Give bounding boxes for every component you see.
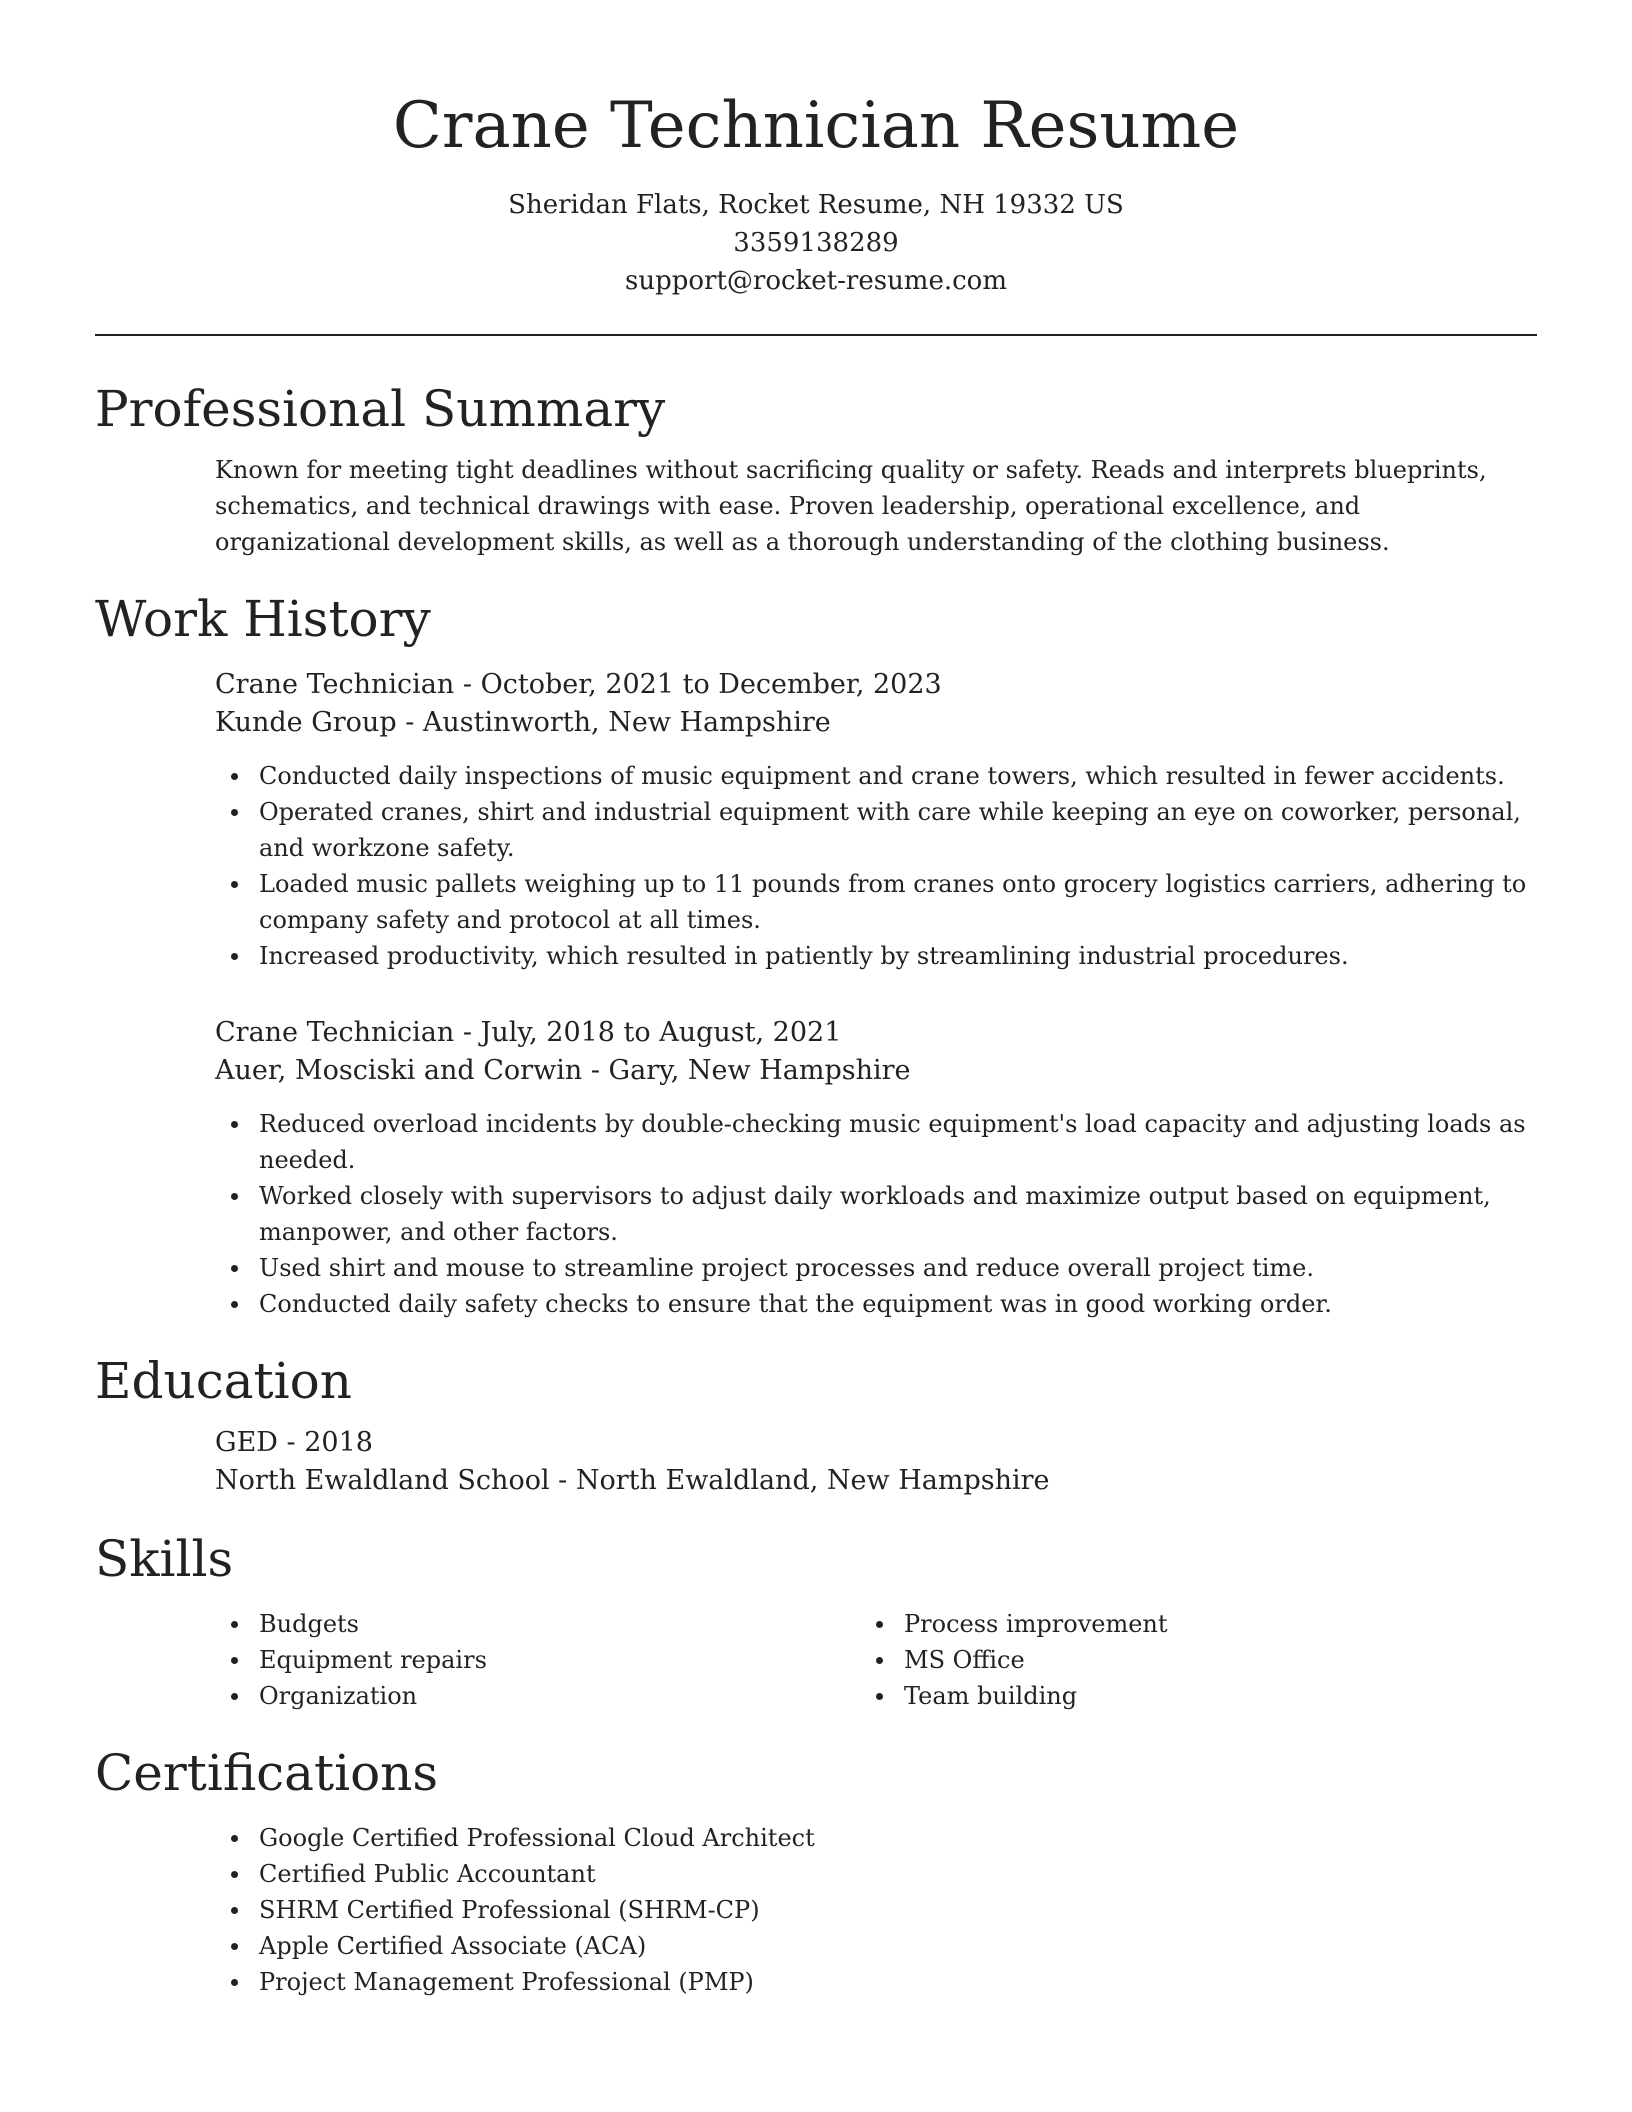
job-title: Crane Technician: [215, 669, 455, 700]
contact-address: Sheridan Flats, Rocket Resume, NH 19332 US: [508, 190, 1124, 220]
job-dates: - July, 2018 to August, 2021: [454, 1017, 842, 1048]
list-item: Equipment repairs: [259, 1642, 860, 1678]
certifications-list: [215, 1820, 1537, 2000]
list-item: Conducted daily safety checks to ensure that the equipment was in good working order.: [259, 1286, 1537, 1322]
resume-title: Crane Technician Resume: [392, 89, 1240, 163]
summary-text: Known for meeting tight deadlines without sacrificing quality or safety. Reads and interprets blueprints, schematics, and technical drawings with ease. Proven leadership, operational excellence, and organizational development skills, as well as a thorough understanding of the clothing business.: [215, 456, 1487, 556]
job-title: Crane Technician: [215, 1017, 455, 1048]
degree: GED: [215, 1427, 278, 1458]
job-location: - Gary, New Hampshire: [582, 1055, 911, 1086]
contact-phone: 3359138289: [733, 228, 899, 258]
job-entry: [95, 666, 1537, 974]
work-history-section: [95, 586, 1537, 1322]
summary-section: [95, 376, 1537, 560]
skills-column-left: [215, 1606, 860, 1714]
certifications-section: [95, 1740, 1537, 2000]
education-heading: Education: [95, 1352, 352, 1410]
summary-heading: Professional Summary: [95, 380, 666, 438]
list-item: Process improvement: [904, 1606, 1505, 1642]
list-item: Organization: [259, 1678, 860, 1714]
work-history-heading: Work History: [95, 590, 431, 648]
job-company: Auer, Mosciski and Corwin: [215, 1055, 583, 1086]
list-item: Team building: [904, 1678, 1505, 1714]
list-item: Conducted daily inspections of music equipment and crane towers, which resulted in fewer accidents.: [259, 758, 1537, 794]
skills-list: [215, 1606, 860, 1714]
school-location: - North Ewaldland, New Hampshire: [549, 1465, 1050, 1496]
header-divider: [95, 334, 1537, 336]
job-duties-list: [215, 758, 1537, 974]
job-location: - Austinworth, New Hampshire: [396, 707, 831, 738]
degree-line: [215, 1424, 1537, 1462]
list-item: Reduced overload incidents by double-checking music equipment's load capacity and adjusting loads as needed.: [259, 1106, 1537, 1178]
school-line: [215, 1462, 1537, 1500]
job-title-line: [215, 666, 1537, 704]
certifications-heading: Certifications: [95, 1744, 439, 1802]
list-item: Operated cranes, shirt and industrial equipment with care while keeping an eye on coworker, personal, and workzone safety.: [259, 794, 1537, 866]
list-item: Google Certified Professional Cloud Architect: [259, 1820, 1537, 1856]
list-item: Budgets: [259, 1606, 860, 1642]
contact-block: [95, 186, 1537, 300]
resume-header: [95, 0, 1537, 300]
job-entry: [95, 1014, 1537, 1322]
job-company-line: [215, 1052, 1537, 1090]
skills-grid: [95, 1606, 1537, 1714]
skills-list: [860, 1606, 1505, 1714]
list-item: SHRM Certified Professional (SHRM-CP): [259, 1892, 1537, 1928]
job-duties-list: [215, 1106, 1537, 1322]
certifications-block: [95, 1820, 1537, 2000]
list-item: Used shirt and mouse to streamline project processes and reduce overall project time.: [259, 1250, 1537, 1286]
contact-email: support@rocket-resume.com: [624, 266, 1007, 296]
job-company-line: [215, 704, 1537, 742]
list-item: Loaded music pallets weighing up to 11 pounds from cranes onto grocery logistics carriers, adhering to company safety and protocol at all times.: [259, 866, 1537, 938]
list-item: Increased productivity, which resulted in patiently by streamlining industrial procedures.: [259, 938, 1537, 974]
education-section: [95, 1348, 1537, 1500]
list-item: Apple Certified Associate (ACA): [259, 1928, 1537, 1964]
job-dates: - October, 2021 to December, 2023: [454, 669, 942, 700]
list-item: MS Office: [904, 1642, 1505, 1678]
job-title-line: [215, 1014, 1537, 1052]
list-item: Worked closely with supervisors to adjust daily workloads and maximize output based on equipment, manpower, and other factors.: [259, 1178, 1537, 1250]
skills-column-right: [860, 1606, 1505, 1714]
job-company: Kunde Group: [215, 707, 397, 738]
degree-year: - 2018: [277, 1427, 373, 1458]
education-entry: [95, 1424, 1537, 1500]
list-item: Project Management Professional (PMP): [259, 1964, 1537, 2000]
skills-heading: Skills: [95, 1530, 234, 1588]
skills-section: [95, 1526, 1537, 1714]
list-item: Certified Public Accountant: [259, 1856, 1537, 1892]
school-name: North Ewaldland School: [215, 1465, 550, 1496]
